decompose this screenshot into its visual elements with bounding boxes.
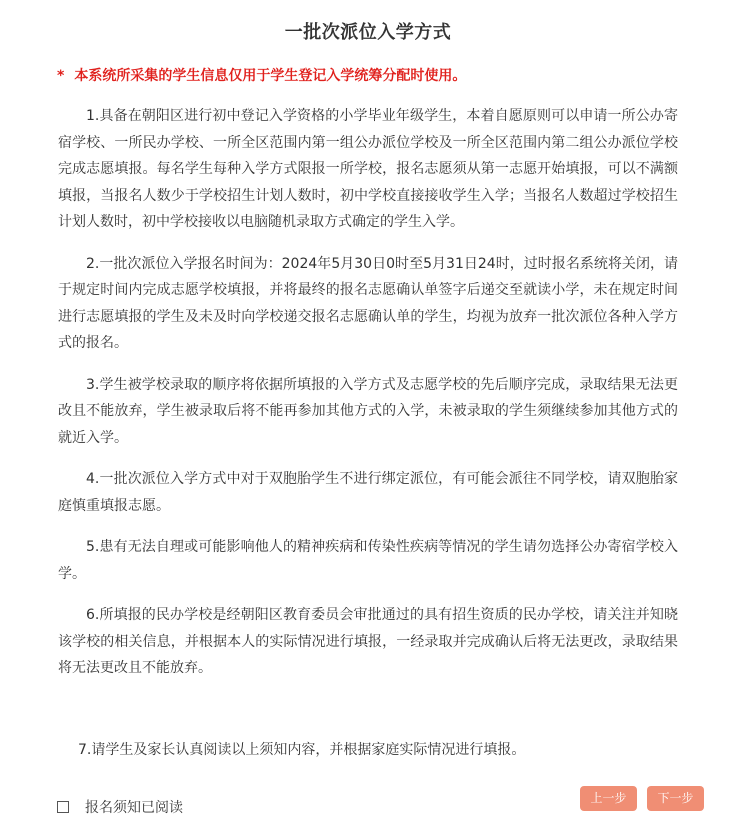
rule-7: 7.请学生及家长认真阅读以上须知内容，并根据家庭实际情况进行填报。: [78, 742, 526, 758]
page-title: 一批次派位入学方式: [284, 22, 452, 43]
read-confirmation: [57, 797, 183, 817]
rule-4: 4.一批次派位入学方式中对于双胞胎学生不进行绑定派位，有可能会派往不同学校，请双胞胎家庭慎重填报志愿。: [58, 471, 678, 514]
rule-3: 3.学生被学校录取的顺序将依据所填报的入学方式及志愿学校的先后顺序完成，录取结果无法更改且不能放弃，学生被录取后将不能再参加其他方式的入学，未被录取的学生须继续参加其他方式的就近入学。: [58, 376, 678, 446]
rule-1: 1.具备在朝阳区进行初中登记入学资格的小学毕业年级学生，本着自愿原则可以申请一所公办寄宿学校、一所民办学校、一所全区范围内第一组公办派位学校及一所全区范围内第二组公办派位学校完成志愿填报。每名学生每种入学方式限报一所学校，报名志愿须从第一志愿开始填报，可以不满额填报，当报名人数少于学校招生计划人数时，初中学校直接接收学生入学；当报名人数超过学校招生计划人数时，初中学校接收以电脑随机录取方式确定的学生入学。: [58, 108, 678, 230]
privacy-notice: [57, 66, 717, 86]
privacy-notice-text: 本系统所采集的学生信息仅用于学生登记入学统筹分配时使用。: [74, 68, 467, 84]
rule-6: 6.所填报的民办学校是经朝阳区教育委员会审批通过的具有招生资质的民办学校，请关注并知晓该学校的相关信息，并根据本人的实际情况进行填报，一经录取并完成确认后将无法更改，录取结果将无法更改且不能放弃。: [58, 607, 678, 676]
prev-step-button[interactable]: 上一步: [580, 786, 637, 811]
rule-5: 5.患有无法自理或可能影响他人的精神疾病和传染性疾病等情况的学生请勿选择公办寄宿学校入学。: [58, 539, 678, 582]
required-star: *: [57, 68, 65, 84]
read-confirmation-label[interactable]: 报名须知已阅读: [85, 800, 183, 816]
rules-list: [58, 103, 678, 758]
next-step-button[interactable]: 下一步: [647, 786, 704, 811]
rule-2: 2.一批次派位入学报名时间为：2024年5月30日0时至5月31日24时，过时报名系统将关闭，请于规定时间内完成志愿学校填报，并将最终的报名志愿确认单签字后递交至就读小学，未在规定时间进行志愿填报的学生及未及时向学校递交报名志愿确认单的学生，均视为放弃一批次派位各种入学方式的报名。: [58, 255, 678, 351]
read-confirmation-checkbox[interactable]: [57, 801, 69, 813]
